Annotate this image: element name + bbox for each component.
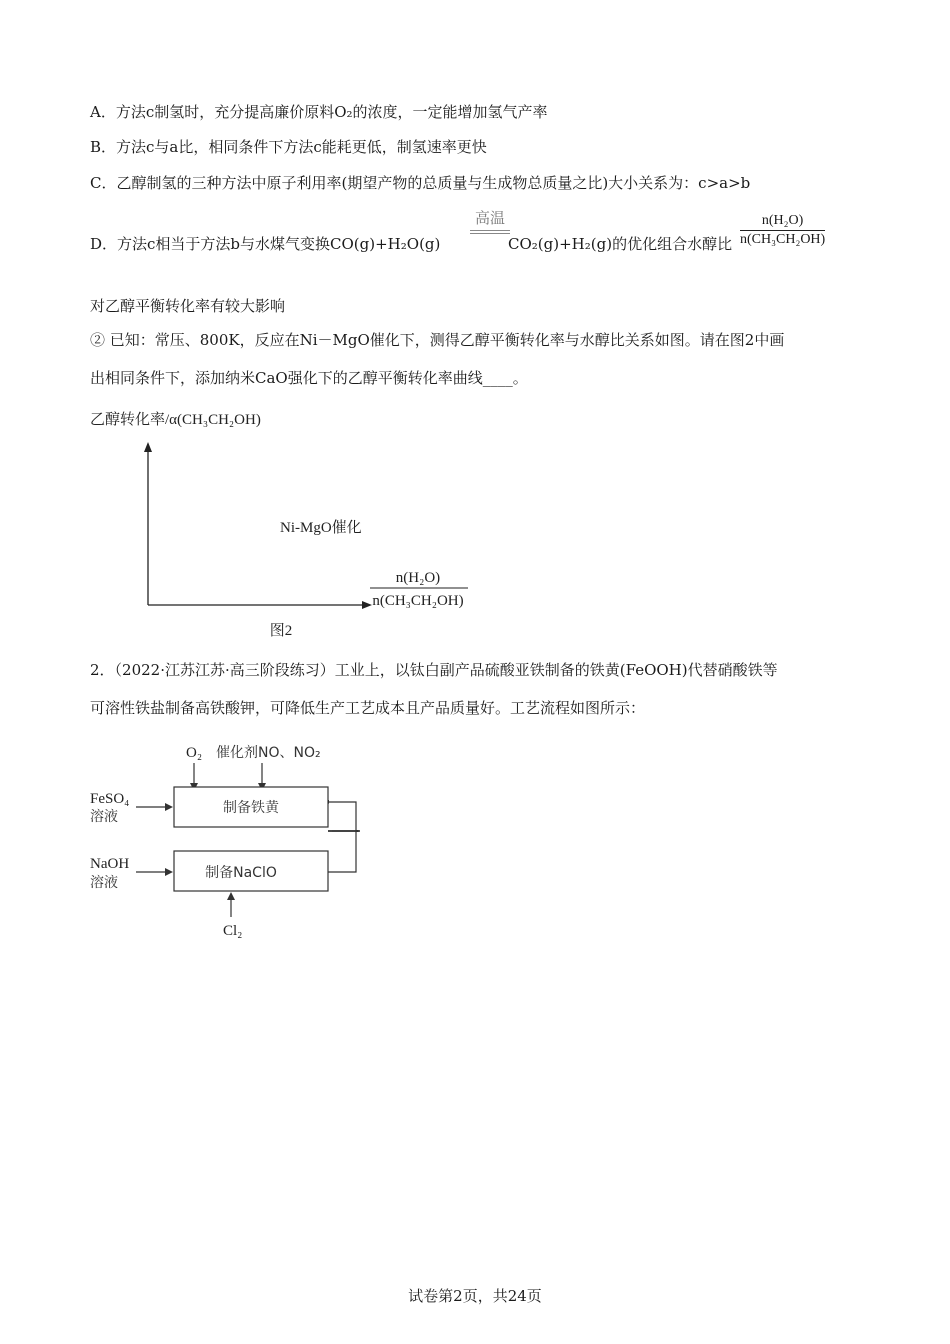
option-c: C．乙醇制氢的三种方法中原子利用率(期望产物的总质量与生成物总质量之比)大小关系为：c>a>b [90,174,751,192]
naoh-arrowhead [165,868,173,876]
q2-line1: ② 已知：常压、800K，反应在Ni－MgO催化下，测得乙醇平衡转化率与水醇比关系如图。请在图2中画 [90,331,785,349]
conversion-chart [80,400,500,650]
option-a: A．方法c制氢时，充分提高廉价原料O₂的浓度，一定能增加氢气产率 [90,103,548,121]
naoh-label: NaOH [90,856,130,872]
condition-label: 高温 [474,209,505,227]
cl2-arrowhead [227,892,235,900]
q2-line2: 出相同条件下，添加纳米CaO强化下的乙醇平衡转化率曲线____。 [90,369,528,387]
naoh-solution-label: 溶液 [90,875,118,891]
water-alcohol-ratio-fraction [740,213,825,248]
y-axis-label: 乙醇转化率/α(CH₃CH₂OH) [90,412,261,428]
page-footer: 试卷第2页，共24页 [408,1287,542,1305]
feso4-arrowhead [165,803,173,811]
option-b: B．方法c与a比，相同条件下方法c能耗更低，制氢速率更快 [90,138,487,156]
feso4-solution-label: 溶液 [90,809,118,825]
catalyst-label: 催化剂NO、NO₂ [216,745,321,761]
problem2-line1: 2．（2022·江苏江苏·高三阶段练习）工业上，以钛白副产品硫酸亚铁制备的铁黄(FeOOH)代替硝酸铁等 [90,661,778,679]
x-axis-arrow [362,601,372,609]
option-d-suffix: CO₂(g)+H₂(g)的优化组合水醇比 [508,235,733,253]
box-prepare-iron-yellow-label: 制备铁黄 [223,800,279,816]
o2-label: O₂ [186,745,203,761]
x-label-denominator: n(CH₃CH₂OH) [372,593,464,609]
option-d-prefix: D．方法c相当于方法b与水煤气变换CO(g)+H₂O(g) [90,235,441,253]
option-d-continuation: 对乙醇平衡转化率有较大影响 [90,297,286,315]
merge-connector [328,802,356,872]
equilibrium-sign [470,230,510,234]
box-prepare-naclo-label: 制备NaClO [205,865,277,881]
fraction-numerator: n(H₂O) [740,213,825,231]
reaction-condition [470,207,510,234]
fraction-denominator: n(CH₃CH₂OH) [740,232,826,247]
x-label-numerator: n(H₂O) [395,570,441,586]
cl2-label: Cl₂ [223,923,243,939]
y-axis-arrow [144,442,152,452]
series-label: Ni-MgO催化 [280,520,362,536]
feso4-label: FeSO₄ [90,791,130,807]
figure-caption: 图2 [269,623,293,639]
process-flow-diagram [80,735,760,945]
problem2-line2: 可溶性铁盐制备高铁酸钾，可降低生产工艺成本且产品质量好。工艺流程如图所示： [90,699,646,717]
